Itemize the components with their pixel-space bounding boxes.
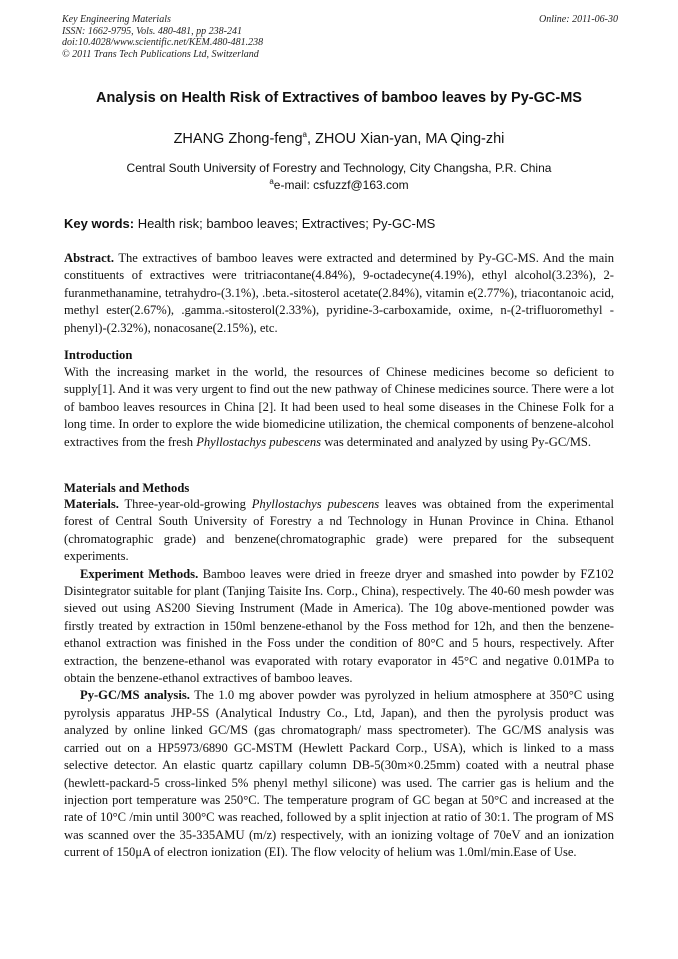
doi-line: doi:10.4028/www.scientific.net/KEM.480-481.238 (62, 37, 264, 48)
author-email (30, 178, 648, 192)
abstract-text: The extractives of bamboo leaves were extracted and determined by Py-GC-MS. And the main constituents of extractives were tritriacontane(4.84%), 9-octadecyne(4.19%), ethyl alcohol(3.23%), 2-furanmethanamine, tetrahydro-(3.1%), .beta.-sitosterol acetate(2.84%), vitamin e(2.77%), triacontanoic acid, methyl ester(2.67%), .gamma.-sitosterol(2.33%), pyridine-3-carboxamide, oxime, n-(2-trifluoromethyl -phenyl)-(2.32%), nonacosane(2.15%), etc. (64, 251, 614, 335)
online-date: Online: 2011-06-30 (539, 14, 618, 25)
keywords-label: Key words: (64, 216, 135, 231)
introduction-heading: Introduction (64, 348, 133, 362)
species-name: Phyllostachys pubescens (251, 497, 380, 511)
author-list (30, 131, 648, 147)
species-name: Phyllostachys pubescens (196, 434, 322, 449)
materials-paragraph (64, 496, 614, 566)
abstract-section (64, 250, 614, 337)
materials-text-start: Three-year-old-growing (118, 497, 252, 511)
author-affiliation-mark: a (302, 130, 307, 140)
methods-heading: Materials and Methods (64, 481, 190, 495)
keywords (64, 216, 616, 231)
journal-header (62, 14, 618, 60)
abstract-label: Abstract. (64, 251, 115, 265)
introduction-paragraph (64, 364, 614, 451)
copyright-line: © 2011 Trans Tech Publications Ltd, Switzerland (62, 48, 259, 60)
pygcms-text: The 1.0 mg abover powder was pyrolyzed in helium atmosphere at 350°C using pyrolysis apparatus JHP-5S (Analytical Industry Co., Ltd, Japan), and then the pyrolysis product was analyzed by online linked GC/MS (gas chromatograph/ mass spectrometer). The GC/MS analysis was carried out on a HP5973/6890 GC-MSTM (Hewlett Packard Corp., USA), which is linked to a mass selective detector. An elastic quartz capillary column DB-5(30m×0.25mm) coated with a neutral phase (hewlett-packard-5 cross-linked 5% phenyl methyl silicone) was used. The carrier gas is helium and the injection port temperature was 250°C. The temperature program of GC began at 50°C and increased at the rate of 10°C /min until 300°C was reached, followed by a split injection at ratio of 30:1. The program of MS was scanned over the 35-335AMU (m/z) respectively, with an ionizing voltage of 70eV and an ionization current of 150μA of electron ionization (EI). The flow velocity of helium was 1.0ml/min.Ease of Use. (64, 688, 614, 860)
materials-label: Materials. (64, 497, 119, 511)
introduction-section (64, 364, 614, 451)
pygcms-label: Py-GC/MS analysis. (80, 688, 190, 703)
paper-title: Analysis on Health Risk of Extractives of bamboo leaves by Py-GC-MS (96, 90, 582, 106)
experiment-methods-paragraph (64, 566, 614, 688)
abstract-paragraph (64, 250, 614, 337)
experiment-methods-text: Bamboo leaves were dried in freeze dryer and smashed into powder by FZ102 Disintegrator suitable for plant (Tanjing Taisite Ins. Corp., China), respectively. The 40-60 mesh powder was sieved out using AS200 Sieving Instrument (Made in America). The 10g above-mentioned powder was firstly treated by extraction in 150ml benzene-ethanol by the Foss method for 12h, and then the benzene-ethanol extraction was finished in the Foss under the condition of 80°C and 5 hours, respectively. After extraction, the benzene-ethanol was evaporated with rotary evaporator in 45°C and negative 0.01MPa to obtain the benzene-ethanol extractives of bamboo leaves. (64, 566, 614, 686)
methods-section (64, 496, 614, 862)
experiment-methods-label: Experiment Methods. (80, 566, 199, 581)
keywords-text: Health risk; bamboo leaves; Extractives; Py-GC-MS (134, 216, 436, 231)
issn-line: ISSN: 1662-9795, Vols. 480-481, pp 238-241 (62, 25, 242, 37)
materials-text-end: leaves was obtained from the experimental forest of Central South University of Forestry a nd Technology in Hunan Province in China. Ethanol (chromatographic grade) and benzene(chromatographic grade) were prepared for the subsequent experiments. (64, 497, 615, 564)
email-text: e-mail: csfuzzf@163.com (273, 178, 409, 192)
introduction-text-start: With the increasing market in the world, the resources of Chinese medicines become so deficient to supply[1]. And it was very urgent to find out the new pathway of Chinese medicines source. There were a lot of bamboo leaves resources in China [2]. It had been used to heal some diseases in the Chinese Folk for a long time. In order to explore the wide biomedicine utilization, the chemical components of benzene-alcohol extractives from the fresh (64, 365, 614, 449)
introduction-text-end: was determinated and analyzed by using Py-GC/MS. (321, 434, 592, 449)
journal-name: Key Engineering Materials (62, 14, 171, 25)
other-authors: , ZHOU Xian-yan, MA Qing-zhi (306, 131, 505, 147)
pygcms-paragraph (64, 687, 614, 861)
email-affiliation-mark: a (269, 177, 274, 186)
affiliation: Central South University of Forestry and Technology, City Changsha, P.R. China (126, 161, 552, 175)
first-author: ZHANG Zhong-feng (173, 131, 303, 147)
